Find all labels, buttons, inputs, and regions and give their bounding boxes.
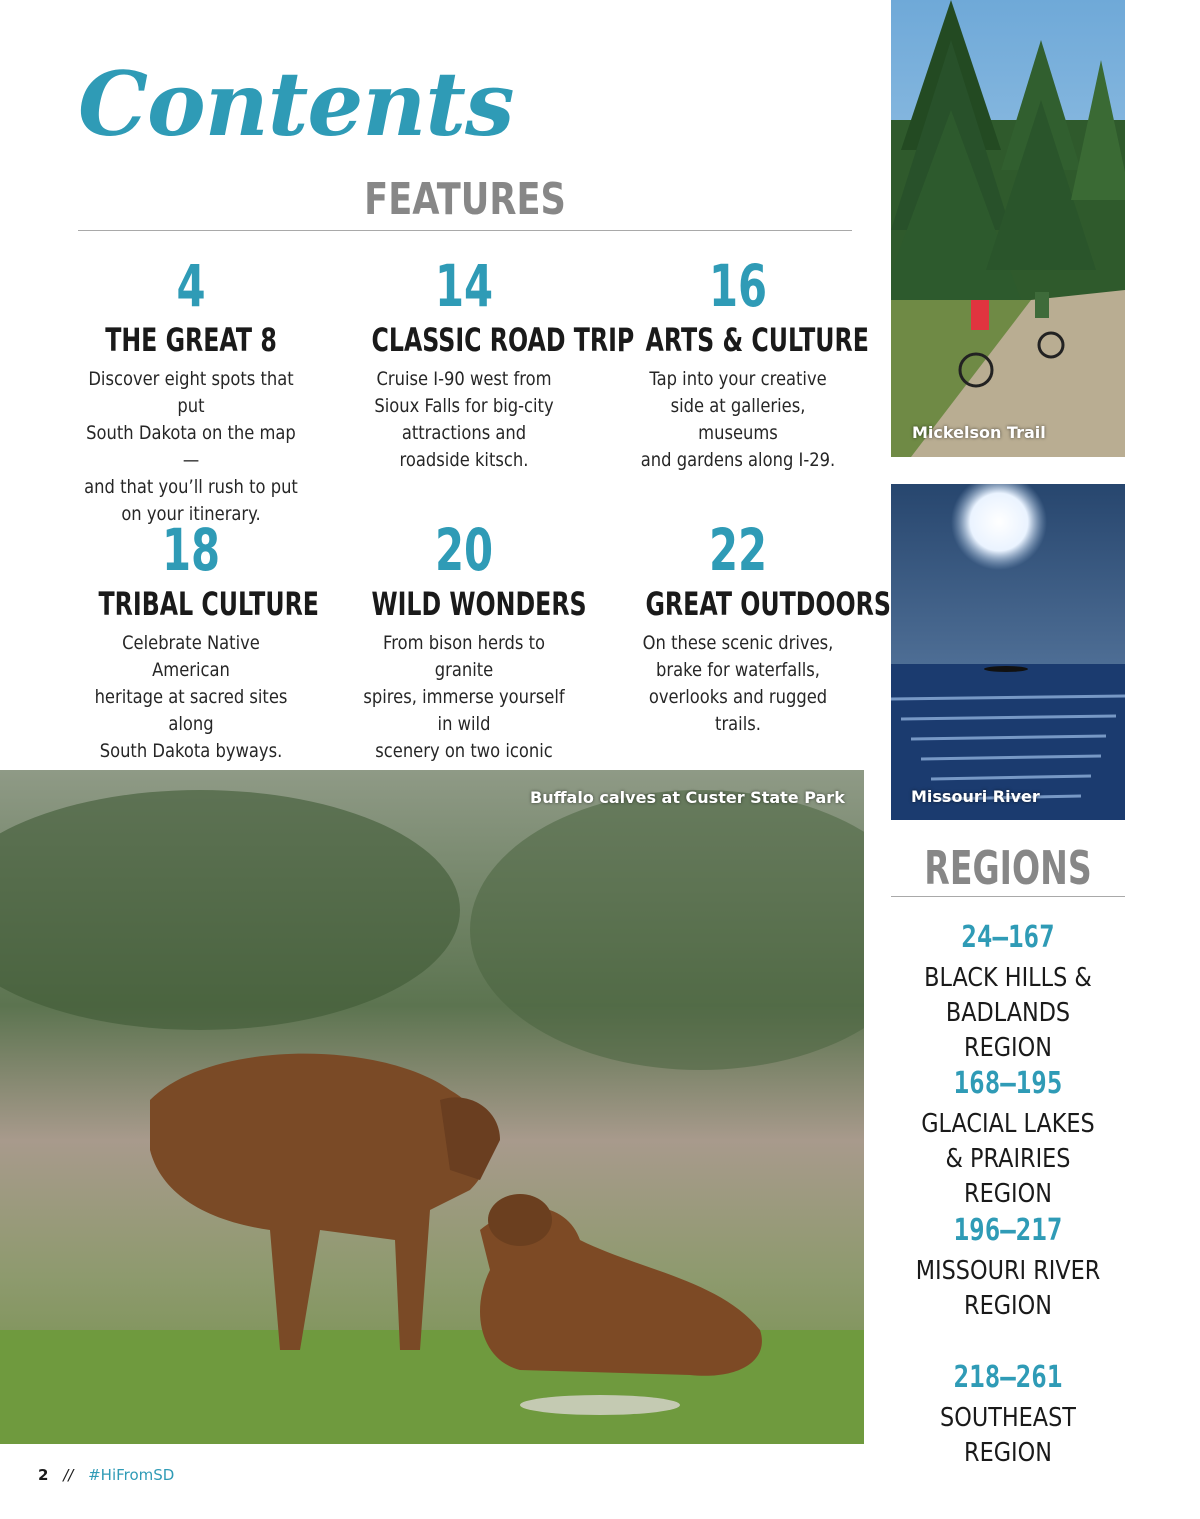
region-item[interactable] <box>891 1361 1125 1471</box>
feature-page-number: 16 <box>708 252 768 320</box>
page-number: 2 <box>38 1466 49 1484</box>
feature-item[interactable] <box>66 252 316 528</box>
trail-photo-caption: Mickelson Trail <box>912 423 1046 442</box>
footer-separator: // <box>63 1466 74 1484</box>
features-divider <box>78 230 852 231</box>
region-name: SOUTHEAST REGION <box>940 1403 1076 1468</box>
feature-title: WILD WONDERS <box>371 585 587 623</box>
regions-divider <box>891 896 1125 897</box>
region-item[interactable] <box>891 1214 1125 1324</box>
buffalo-photo <box>0 770 864 1444</box>
feature-item[interactable] <box>66 516 319 765</box>
page-title: Contents <box>78 52 514 156</box>
region-page-range: 168–195 <box>953 1066 1063 1101</box>
region-page-range: 196–217 <box>953 1213 1063 1248</box>
feature-item[interactable] <box>339 252 635 474</box>
river-photo-caption: Missouri River <box>911 787 1040 806</box>
feature-description: From bison herds to granite spires, immerse yourself in wild scenery on two iconic <box>363 632 565 762</box>
buffalo-photo-caption: Buffalo calves at Custer State Park <box>530 788 845 807</box>
feature-page-number: 22 <box>708 516 768 584</box>
feature-title: TRIBAL CULTURE <box>98 585 319 623</box>
region-page-range: 218–261 <box>953 1360 1063 1395</box>
region-name: GLACIAL LAKES & PRAIRIES REGION <box>921 1109 1095 1209</box>
feature-page-number: 4 <box>176 252 206 320</box>
region-item[interactable] <box>891 1067 1125 1212</box>
feature-title: CLASSIC ROAD TRIP <box>371 321 635 359</box>
region-name: BLACK HILLS & BADLANDS REGION <box>924 963 1092 1063</box>
page-footer <box>38 1466 174 1484</box>
trail-photo <box>891 0 1125 457</box>
river-photo <box>891 484 1125 820</box>
feature-item[interactable] <box>613 516 891 738</box>
region-page-range: 24–167 <box>961 920 1055 955</box>
feature-item[interactable] <box>613 252 869 474</box>
regions-heading: REGIONS <box>924 841 1092 895</box>
river-photo-illustration <box>891 484 1125 820</box>
feature-title: ARTS & CULTURE <box>645 321 869 359</box>
feature-description: Discover eight spots that put South Dakota on the map— and that you’ll rush to put on your itinerary. <box>84 368 298 525</box>
feature-page-number: 14 <box>434 252 494 320</box>
features-heading: FEATURES <box>364 174 566 225</box>
feature-title: THE GREAT 8 <box>105 321 277 359</box>
buffalo-photo-illustration <box>0 770 864 1444</box>
feature-description: Celebrate Native American heritage at sacred sites along South Dakota byways. <box>94 632 288 762</box>
hashtag-link[interactable]: #HiFromSD <box>88 1466 175 1484</box>
feature-page-number: 18 <box>161 516 221 584</box>
region-name: MISSOURI RIVER REGION <box>915 1256 1101 1321</box>
feature-title: GREAT OUTDOORS <box>645 585 891 623</box>
feature-description: On these scenic drives, brake for waterfalls, overlooks and rugged trails. <box>642 632 834 735</box>
feature-description: Tap into your creative side at galleries, museums and gardens along I-29. <box>640 368 836 471</box>
feature-item[interactable] <box>339 516 589 792</box>
feature-page-number: 20 <box>434 516 494 584</box>
trail-photo-illustration <box>891 0 1125 457</box>
feature-description: Cruise I-90 west from Sioux Falls for big-city attractions and roadside kitsch. <box>374 368 554 471</box>
region-item[interactable] <box>891 921 1125 1066</box>
